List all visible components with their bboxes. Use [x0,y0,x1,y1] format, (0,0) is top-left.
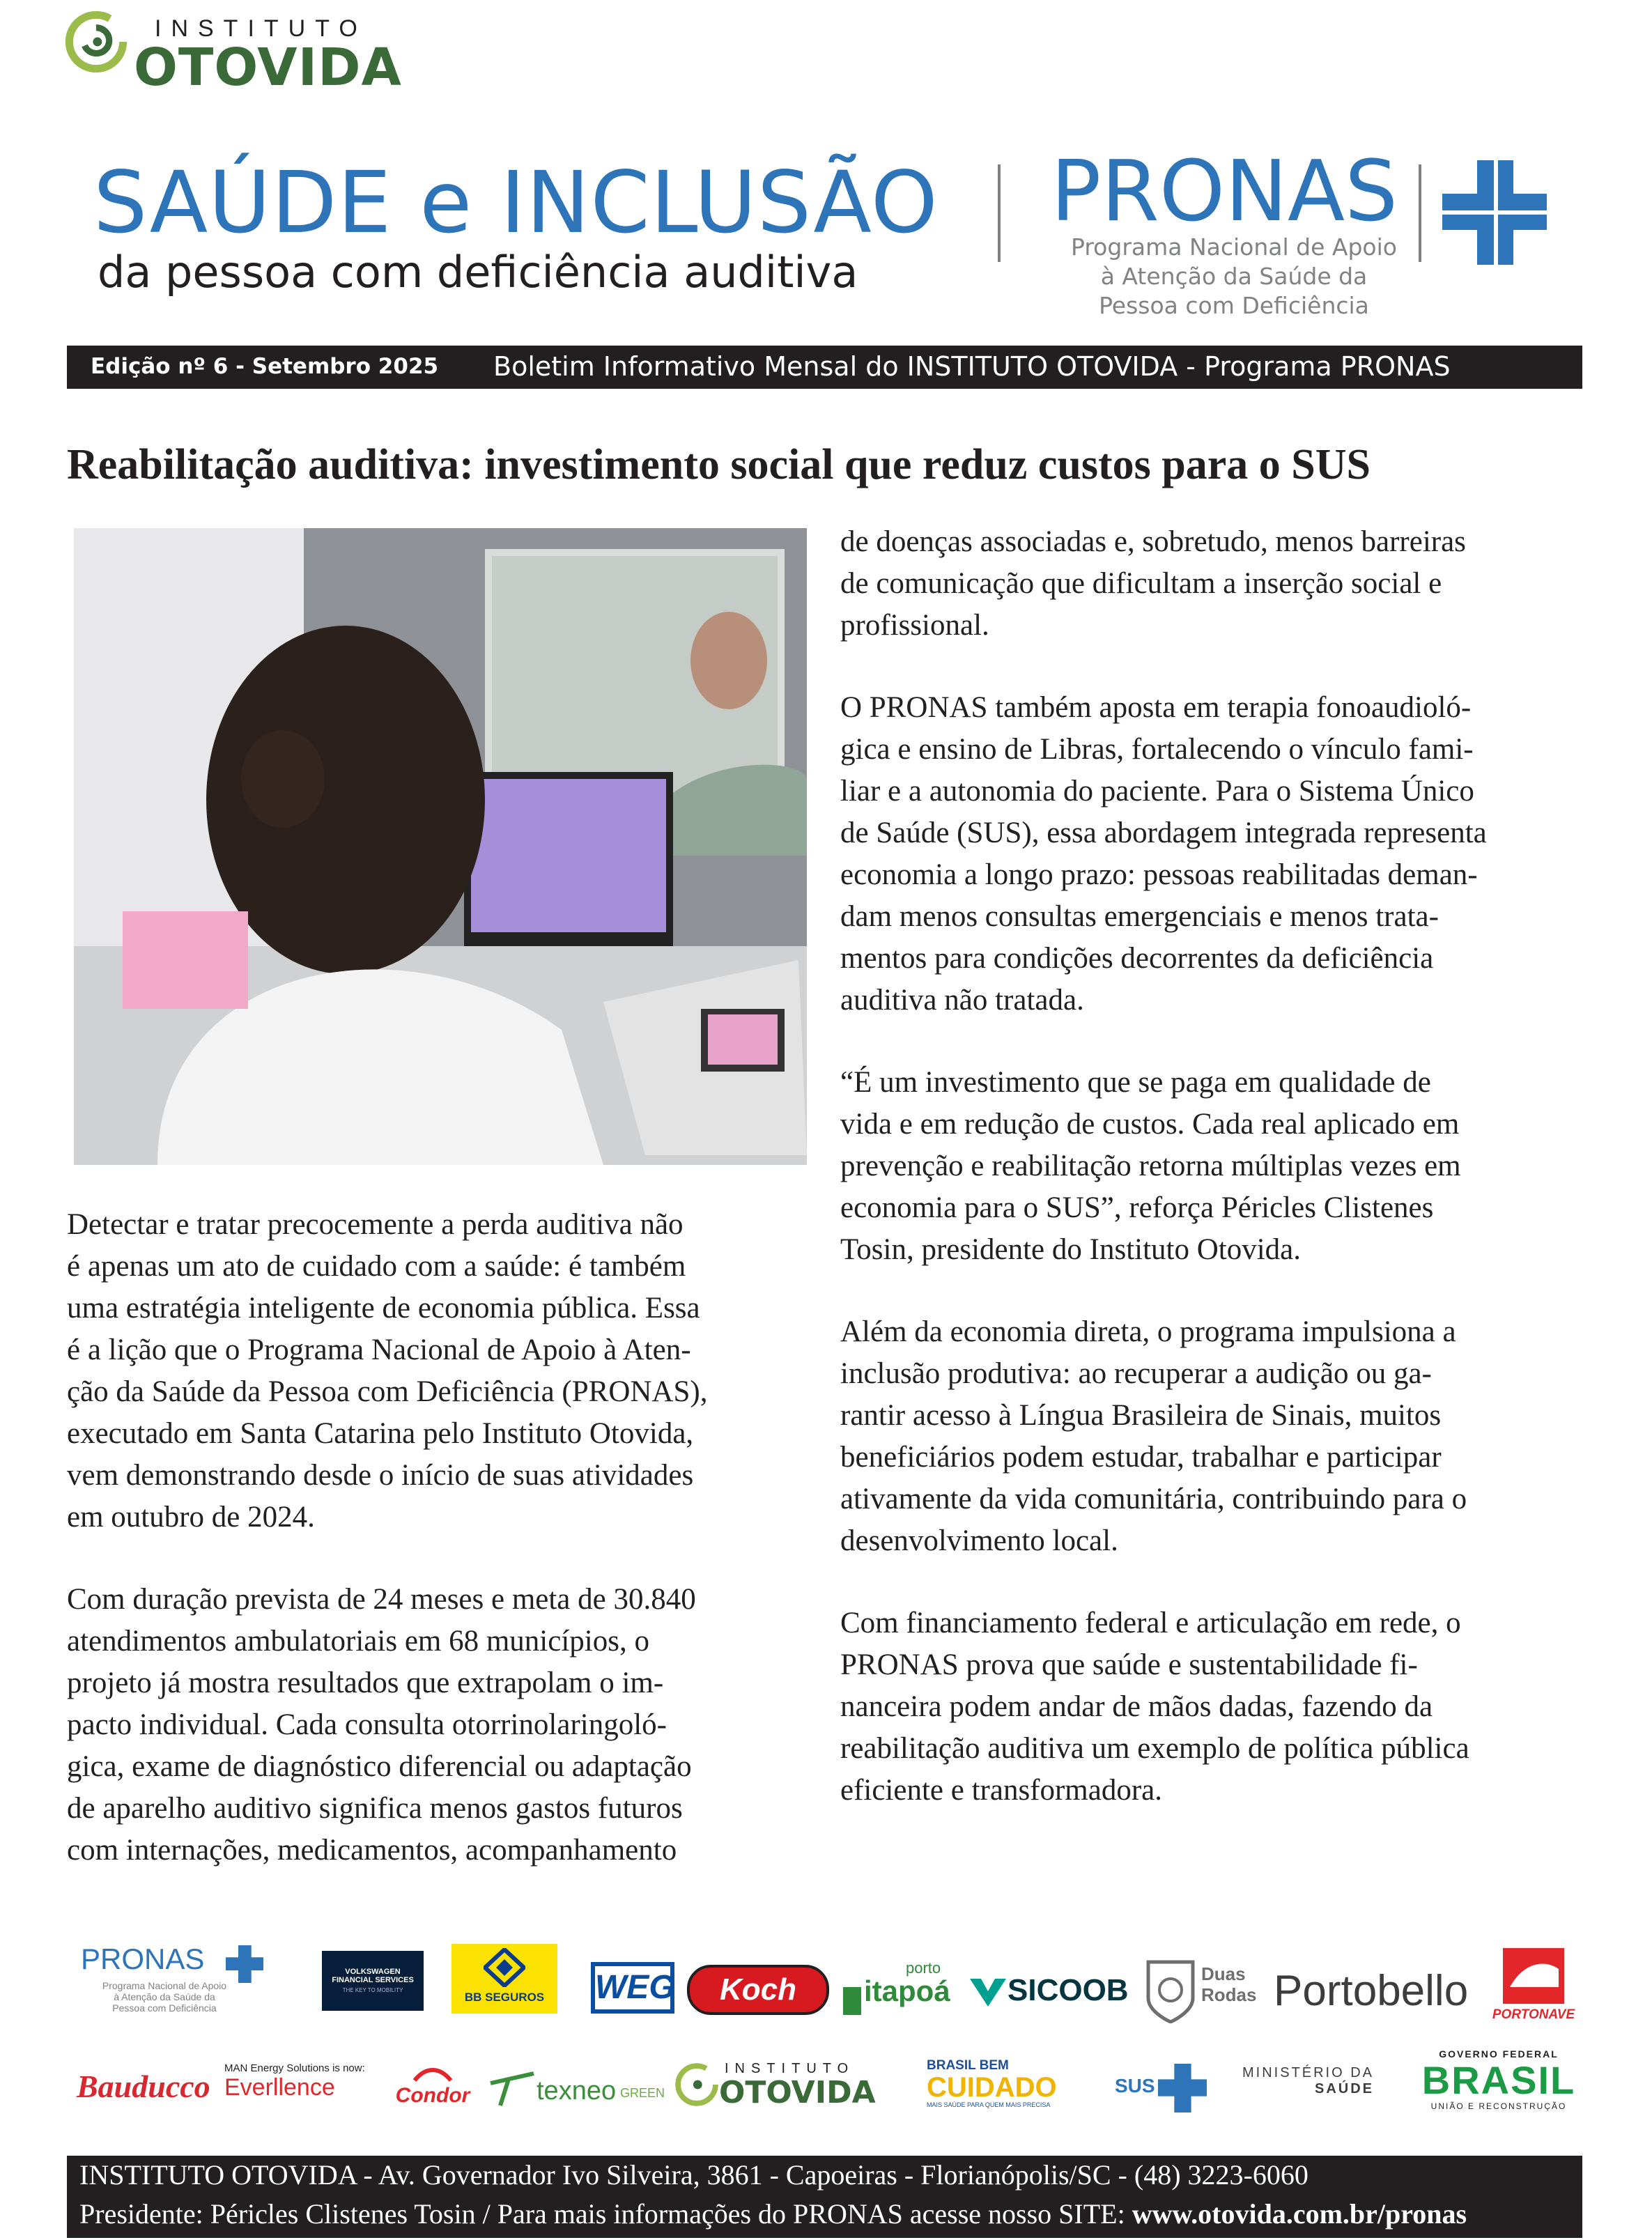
text-line: inclusão produtiva: ao recuperar a audição ou ga- [840,1357,1432,1390]
text-line: de comunicação que dificultam a inserção social e [840,567,1442,600]
footer-address: INSTITUTO OTOVIDA - Av. Governador Ivo Silveira, 3861 - Capoeiras - Florianópolis/SC - (48) 3223-6060 [79,2159,1309,2191]
partner-vw-logo [322,1951,424,2011]
text-line: atendimentos ambulatoriais em 68 municípios, o [67,1625,649,1658]
portonave-label: PORTONAVE [1492,2007,1575,2022]
left-paragraph-1 [67,1204,819,1538]
bbc-line: BRASIL BEM [927,2058,1009,2073]
text-line: Programa Nacional de Apoio [102,1980,227,1991]
text-line: à Atenção da Saúde da [114,1991,215,2002]
footer-contact [79,2197,1467,2230]
text-line: de aparelho auditivo significa menos gastos futuros [67,1792,683,1825]
partner-pronas-name: PRONAS [81,1942,205,1975]
text-line: é a lição que o Programa Nacional de Apoio à Aten- [67,1334,691,1366]
sus-cross-icon [1158,2064,1207,2112]
text-line: eficiente e transformadora. [840,1774,1162,1807]
bulletin-label: Boletim Informativo Mensal do INSTITUTO OTOVIDA - Programa PRONAS [493,351,1451,382]
text-line: O PRONAS também aposta em terapia fonoaudioló- [840,691,1472,724]
texneo-label: texneo [536,2076,617,2106]
text-line: gica, exame de diagnóstico diferencial ou adaptação [67,1750,692,1783]
texneo-sub: GREEN [620,2086,665,2100]
text-line: mentos para condições decorrentes da deficiência [840,942,1434,975]
otovida-line: INSTITUTO [725,2061,855,2076]
edition-label: Edição nº 6 - Setembro 2025 [91,354,439,379]
text-line: prevenção e reabilitação retorna múltiplas vezes em [840,1150,1461,1182]
partner-brasil-bem-cuidado-logo [927,2058,1087,2117]
vw-line: THE KEY TO MOBILITY [342,1987,403,1993]
text-line: vida e em redução de custos. Cada real aplicado em [840,1108,1460,1141]
partner-ministerio-saude-logo [1235,2065,1374,2107]
text-line: ção da Saúde da Pessoa com Deficiência (PRONAS), [67,1375,708,1408]
logo-name: OTOVIDA [134,38,402,98]
footer-bar [67,2156,1582,2238]
partner-texneo-logo [488,2069,669,2111]
text-line: economia para o SUS”, reforça Péricles Clistenes [840,1191,1434,1224]
text-line: projeto já mostra resultados que extrapolam o im- [67,1667,664,1699]
partner-governo-federal-logo [1419,2048,1579,2125]
text-line: executado em Santa Catarina pelo Instituto Otovida, [67,1417,694,1450]
logo-institute-word: INSTITUTO [155,15,367,42]
vw-line: VOLKSWAGEN [345,1968,401,1976]
otovida-ear-icon [674,2062,719,2107]
texneo-icon [488,2069,536,2108]
footer-contact-text: Presidente: Péricles Clistenes Tosin / Para mais informações do PRONAS acesse nosso SITE: [79,2198,1132,2230]
partner-bb-seguros-logo [451,1944,557,2014]
itapoa-mark [843,1987,861,2015]
right-paragraph-0 [840,521,1593,647]
pronas-title: PRONAS [1051,144,1398,240]
bbc-line: MAIS SAÚDE PARA QUEM MAIS PRECISA [927,2101,1051,2108]
sicoob-label: SICOOB [1008,1973,1129,2007]
gov-line: UNIÃO E RECONSTRUÇÃO [1430,2101,1567,2111]
itapoa-line: porto [906,1959,941,1977]
audiometry-photo-illustration [74,528,807,1165]
ministerio-line: MINISTÉRIO DA [1242,2065,1374,2080]
partner-otovida-logo [674,2060,883,2115]
otovida-line: OTOVIDA [719,2075,876,2110]
itapoa-line: itapoá [864,1975,950,2007]
text-line: rantir acesso à Língua Brasileira de Sinais, muitos [840,1399,1442,1432]
footer-website-link[interactable]: www.otovida.com.br/pronas [1132,2198,1467,2230]
masthead-title: SAÚDE e INCLUSÃO [93,153,939,252]
gov-line: BRASIL [1421,2058,1576,2102]
text-line: Tosin, presidente do Instituto Otovida. [840,1233,1302,1266]
partner-portobello-logo: Portobello [1274,1967,1469,2015]
left-paragraph-2 [67,1579,819,1871]
gov-line: GOVERNO FEDERAL [1439,2048,1559,2060]
right-paragraph-1 [840,687,1593,1021]
text-line: dam menos consultas emergenciais e menos trata- [840,900,1439,933]
edition-banner [67,346,1582,389]
partner-duas-rodas-logo [1145,1959,1264,2029]
partner-sicoob-logo [968,1973,1129,2012]
text-line: desenvolvimento local. [840,1524,1118,1557]
bb-label: BB SEGUROS [464,1991,545,2004]
masthead-divider [1419,164,1421,262]
pronas-desc-line: à Atenção da Saúde da [1100,263,1368,290]
partner-pronas-desc [81,1980,248,2014]
article-headline: Reabilitação auditiva: investimento social que reduz custos para o SUS [67,441,1371,488]
otovida-logo [64,7,426,98]
text-line: de doenças associadas e, sobretudo, menos barreiras [840,525,1466,558]
partner-itapoa-logo [843,1959,952,2018]
text-line: Além da economia direta, o programa impulsiona a [840,1315,1456,1348]
right-paragraph-3 [840,1311,1593,1562]
otovida-ear-icon [64,10,128,74]
man-line: MAN Energy Solutions is now: [224,2062,365,2074]
bbc-line: CUIDADO [927,2072,1057,2103]
pronas-cross-icon [226,1945,263,1983]
text-line: liar e a autonomia do paciente. Para o Sistema Único [840,775,1474,808]
duas-rodas-shield-icon [1145,1959,1196,2023]
bb-logo-icon [484,1948,525,1987]
text-line: beneficiários podem estudar, trabalhar e participar [840,1441,1442,1474]
text-line: com internações, medicamentos, acompanhamento [67,1834,677,1867]
text-line: PRONAS prova que saúde e sustentabilidade fi- [840,1648,1418,1681]
duas-rodas-line: Duas [1201,1963,1246,1984]
text-line: Com duração prevista de 24 meses e meta de 30.840 [67,1583,696,1616]
partner-everllence-logo [224,2062,385,2111]
partner-condor-logo [387,2067,478,2115]
text-line: é apenas um ato de cuidado com a saúde: é também [67,1250,686,1283]
text-line: Detectar e tratar precocemente a perda auditiva não [67,1208,684,1241]
sicoob-icon [968,1975,1008,2009]
text-line: pacto individual. Cada consulta otorrinolaringoló- [67,1708,667,1741]
text-line: nanceira podem andar de mãos dadas, fazendo da [840,1690,1433,1723]
partner-weg-logo: WEG [591,1962,674,2014]
masthead-divider [998,164,1001,262]
partner-portonave-logo [1481,1948,1586,2025]
text-line: ativamente da vida comunitária, contribuindo para o [840,1483,1467,1515]
text-line: “É um investimento que se paga em qualidade de [840,1066,1431,1099]
text-line: de Saúde (SUS), essa abordagem integrada representa [840,817,1487,849]
sus-label: SUS [1115,2075,1155,2096]
text-line: em outubro de 2024. [67,1501,315,1534]
partner-bauducco-logo: Bauducco [77,2069,210,2104]
condor-icon [412,2067,454,2083]
text-line: reabilitação auditiva um exemplo de política pública [840,1732,1469,1765]
vw-line: FINANCIAL SERVICES [332,1976,414,1984]
pronas-cross-icon [1442,160,1547,265]
text-line: gica e ensino de Libras, fortalecendo o vínculo fami- [840,733,1474,766]
portonave-icon [1503,1948,1564,2004]
text-line: economia a longo prazo: pessoas reabilitadas deman- [840,858,1478,891]
partner-koch-logo: Koch [687,1965,829,2015]
text-line: uma estratégia inteligente de economia pública. Essa [67,1292,700,1324]
text-line: auditiva não tratada. [840,984,1084,1017]
partner-sus-logo [1115,2064,1212,2112]
pronas-description [1049,233,1419,320]
pronas-desc-line: Pessoa com Deficiência [1099,292,1369,319]
pronas-desc-line: Programa Nacional de Apoio [1071,233,1397,261]
man-line: Everllence [224,2074,335,2101]
text-line: profissional. [840,609,989,642]
text-line: Pessoa com Deficiência [112,2002,217,2014]
condor-label: Condor [395,2084,470,2107]
right-paragraph-2 [840,1062,1593,1271]
duas-rodas-line: Rodas [1201,1984,1257,2005]
masthead-subtitle: da pessoa com deficiência auditiva [98,247,858,298]
text-line: vem demonstrando desde o início de suas atividades [67,1459,694,1492]
right-paragraph-4 [840,1602,1593,1812]
ministerio-line: SAÚDE [1314,2081,1374,2096]
article-photo [74,528,807,1165]
partner-pronas-logo [81,1942,276,2019]
text-line: Com financiamento federal e articulação em rede, o [840,1607,1461,1639]
